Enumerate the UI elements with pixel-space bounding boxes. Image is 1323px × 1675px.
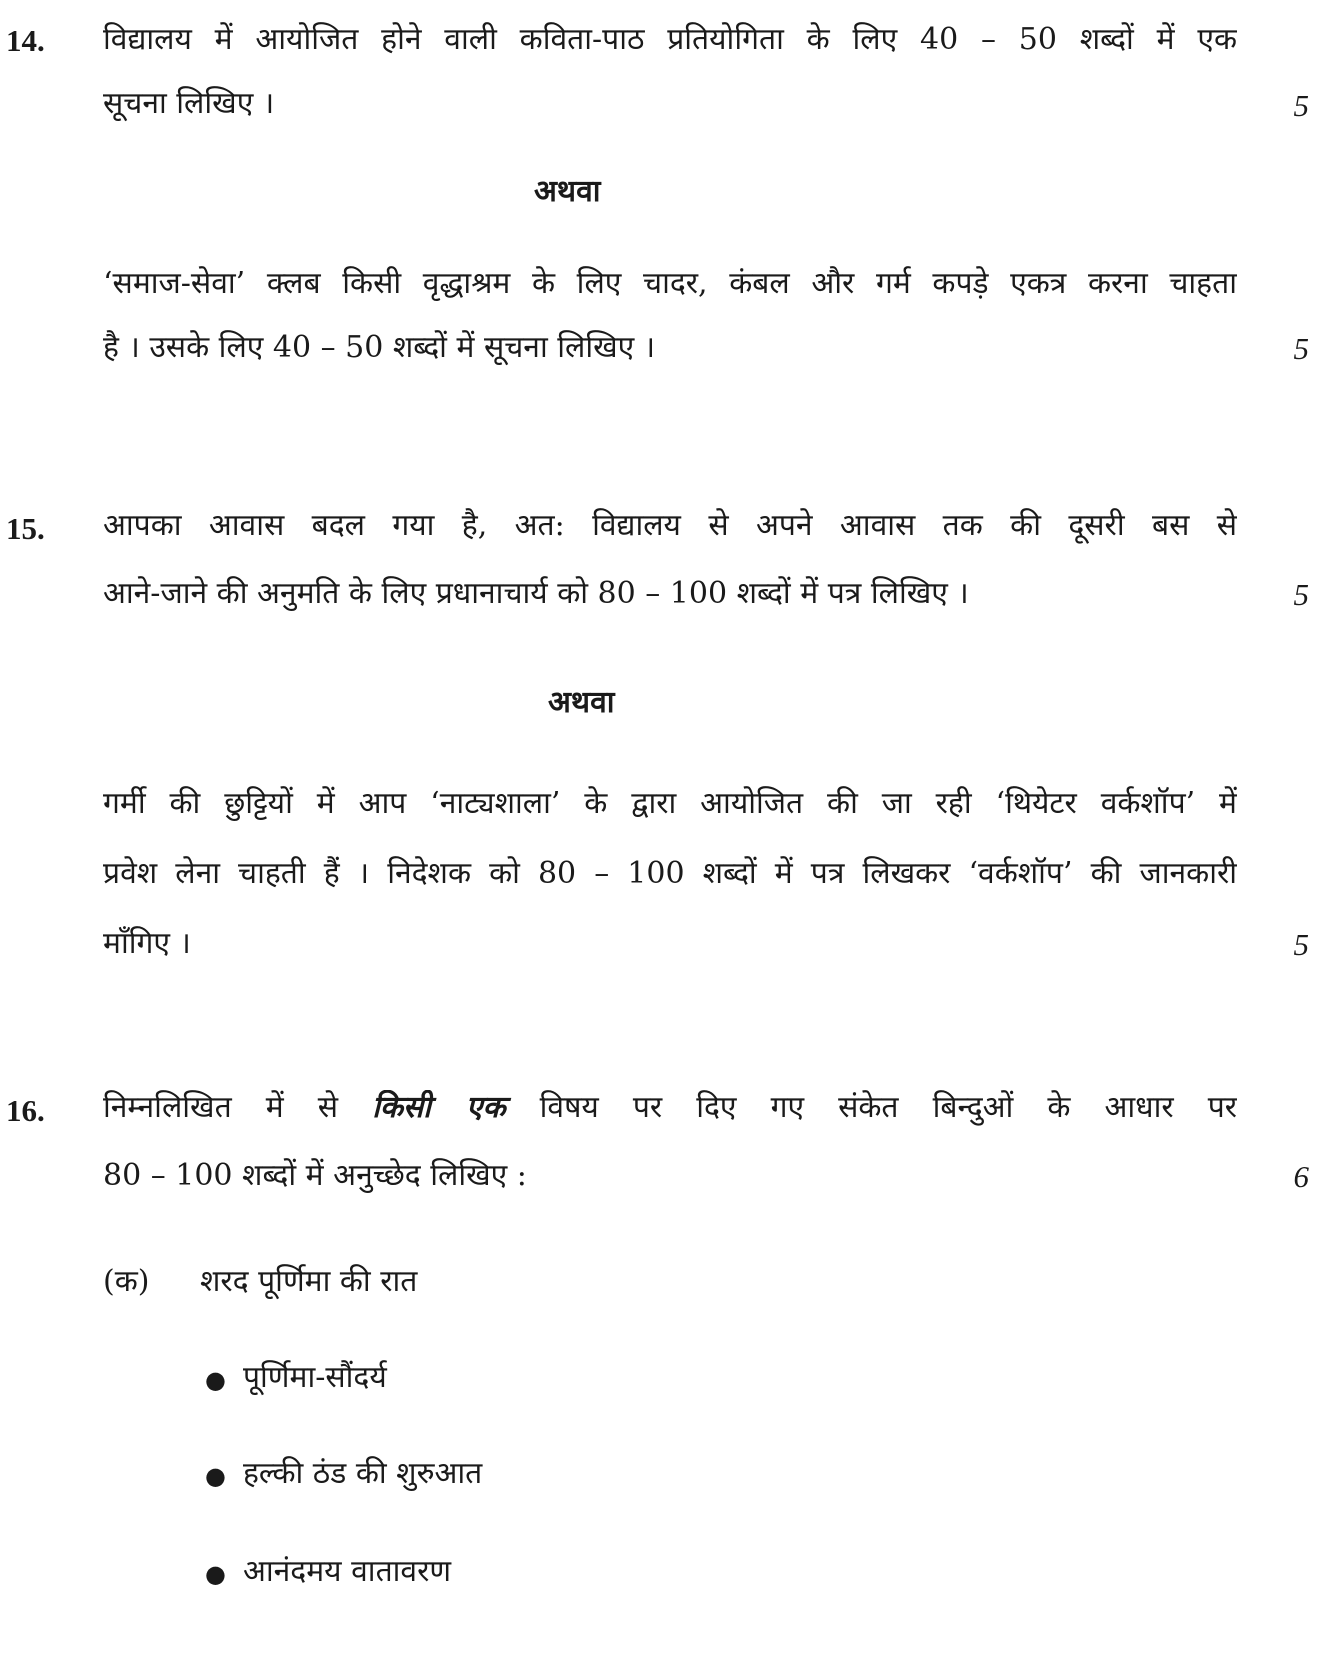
marks: 5 (1293, 927, 1309, 962)
question-text-line: आने-जाने की अनुमति के लिए प्रधानाचार्य को 80 – 100 शब्दों में पत्र लिखिए । (103, 576, 969, 611)
question-text-line: आपका आवास बदल गया है, अत: विद्यालय से अपने आवास तक की दूसरी बस से (103, 508, 1237, 543)
bullet-point: हल्की ठंड की शुरुआत (243, 1456, 483, 1491)
alternative-text-line: है । उसके लिए 40 – 50 शब्दों में सूचना लिखिए । (103, 330, 656, 365)
question-number: 15. (6, 511, 45, 546)
question-text-line: सूचना लिखिए । (103, 86, 275, 121)
question-text-line: विद्यालय में आयोजित होने वाली कविता-पाठ प्रतियोगिता के लिए 40 – 50 शब्दों में एक (103, 22, 1237, 57)
marks: 5 (1293, 88, 1309, 123)
emphasis-text: किसी एक (372, 1090, 506, 1125)
marks: 5 (1293, 577, 1309, 612)
bullet-point: पूर्णिमा-सौंदर्य (243, 1360, 387, 1395)
question-number: 16. (6, 1093, 45, 1128)
alternative-text-line: गर्मी की छुट्टियों में आप ‘नाट्यशाला’ के द्वारा आयोजित की जा रही ‘थियेटर वर्कशॉप’ में (103, 786, 1237, 821)
or-separator: अथवा (534, 174, 601, 209)
bullet-icon: ● (205, 1462, 226, 1490)
alternative-text-line: प्रवेश लेना चाहती हैं । निदेशक को 80 – 100 शब्दों में पत्र लिखकर ‘वर्कशॉप’ की जानकारी (103, 856, 1237, 891)
marks: 6 (1293, 1159, 1309, 1194)
question-text-suffix: विषय पर दिए गए संकेत बिन्दुओं के आधार पर (505, 1090, 1237, 1125)
marks: 5 (1293, 331, 1309, 366)
option-label: (क) (103, 1264, 150, 1299)
bullet-icon: ● (205, 1366, 226, 1394)
bullet-icon: ● (205, 1560, 226, 1588)
option-title: शरद पूर्णिमा की रात (200, 1264, 418, 1299)
alternative-text-line: माँगिए । (103, 926, 191, 961)
question-text-line: 80 – 100 शब्दों में अनुच्छेद लिखिए : (103, 1158, 527, 1193)
or-separator: अथवा (548, 685, 615, 720)
question-number: 14. (6, 23, 45, 58)
question-text-line (103, 1090, 1237, 1126)
alternative-text-line: ‘समाज-सेवा’ क्लब किसी वृद्धाश्रम के लिए चादर, कंबल और गर्म कपड़े एकत्र करना चाहता (103, 266, 1237, 301)
bullet-point: आनंदमय वातावरण (243, 1554, 452, 1589)
question-text-prefix: निम्नलिखित में से (103, 1090, 373, 1125)
